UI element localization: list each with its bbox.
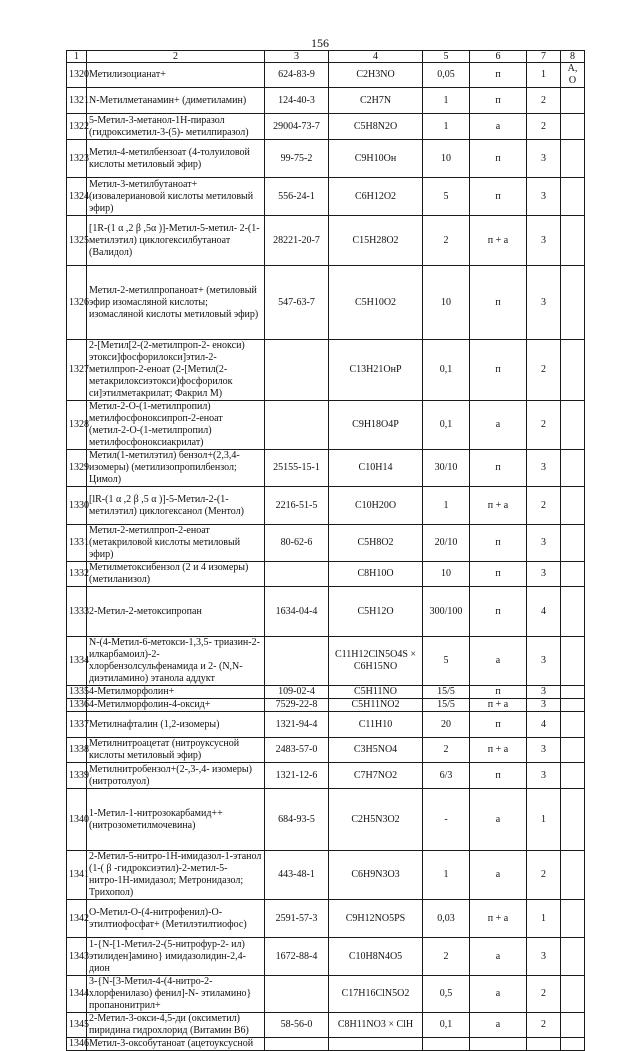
aggregate-state: п: [470, 88, 527, 114]
table-row: [67, 88, 585, 114]
chemical-formula: C9H12NO5PS: [329, 900, 423, 938]
chemical-formula: C8H10O: [329, 562, 423, 587]
row-number: 1336: [67, 699, 87, 712]
chemical-formula: C11H12ClN5O4S × C6H15NO: [329, 637, 423, 686]
aggregate-state: п: [470, 178, 527, 216]
substance-name: N-(4-Метил-6-метокси-1,3,5- триазин-2-илкарбамоил)-2-хлорбензолсульфенамида и 2- (N,N-диэтиламино) этанола аддукт: [87, 637, 265, 686]
hazard-class: 2: [527, 340, 561, 401]
row-number: 1328: [67, 401, 87, 450]
hazard-class: 3: [527, 637, 561, 686]
hazard-class: 3: [527, 140, 561, 178]
row-number: 1330: [67, 487, 87, 525]
cas-number: 1672-88-4: [265, 938, 329, 976]
row-number: 1346: [67, 1038, 87, 1051]
hazard-class: 3: [527, 686, 561, 699]
chemical-formula: C7H7NO2: [329, 763, 423, 789]
notes-cell: [561, 789, 585, 851]
notes-cell: [561, 216, 585, 266]
substance-name: [1R-(1 α ,2 β ,5α )]-Метил-5-метил- 2-(1-метилэтил) циклогексилбутаноат (Валидол): [87, 216, 265, 266]
limit-value: 20: [423, 712, 470, 738]
row-number: 1331: [67, 525, 87, 562]
cas-number: [265, 401, 329, 450]
substance-name: Метилнитроацетат (нитроуксусной кислоты метиловый эфир): [87, 738, 265, 763]
notes-cell: [561, 140, 585, 178]
table-row: [67, 712, 585, 738]
cas-number: 1321-12-6: [265, 763, 329, 789]
substance-name: 5-Метил-3-метанол-1Н-пиразол (гидроксиметил-3-(5)- метилпиразол): [87, 114, 265, 140]
aggregate-state: а: [470, 1013, 527, 1038]
substance-name: Метил-2-метилпроп-2-еноат (метакриловой кислоты метиловый эфир): [87, 525, 265, 562]
chemical-formula: C5H12O: [329, 587, 423, 637]
aggregate-state: а: [470, 789, 527, 851]
notes-cell: [561, 266, 585, 340]
notes-cell: [561, 900, 585, 938]
notes-cell: [561, 637, 585, 686]
substance-name: 1-Метил-1-нитрозокарбамид++ (нитрозометилмочевина): [87, 789, 265, 851]
row-number: 1345: [67, 1013, 87, 1038]
substance-name: Метил(1-метилэтил) бензол+(2,3,4-изомеры) (метилизопропилбензол; Цимол): [87, 450, 265, 487]
cas-number: [265, 637, 329, 686]
substance-name: Метил-2-метилпропаноат+ (метиловый эфир изомасляной кислоты; изомасляной кислоты метиловый эфир): [87, 266, 265, 340]
limit-value: 10: [423, 266, 470, 340]
notes-cell: [561, 938, 585, 976]
row-number: 1333: [67, 587, 87, 637]
notes-cell: [561, 401, 585, 450]
limit-value: 1: [423, 114, 470, 140]
row-number: 1320: [67, 63, 87, 88]
table-row: [67, 340, 585, 401]
hazard-class: 3: [527, 938, 561, 976]
hazard-class: 2: [527, 88, 561, 114]
notes-cell: [561, 88, 585, 114]
cas-number: 80-62-6: [265, 525, 329, 562]
limit-value: 0,1: [423, 1013, 470, 1038]
row-number: 1325: [67, 216, 87, 266]
cas-number: [265, 340, 329, 401]
substance-name: Метил-4-метилбензоат (4-толуиловой кислоты метиловый эфир): [87, 140, 265, 178]
chemical-formula: C17H16ClN5O2: [329, 976, 423, 1013]
row-number: 1339: [67, 763, 87, 789]
aggregate-state: а: [470, 401, 527, 450]
limit-value: -: [423, 789, 470, 851]
limit-value: 0,1: [423, 340, 470, 401]
aggregate-state: п + а: [470, 900, 527, 938]
cas-number: 1321-94-4: [265, 712, 329, 738]
limit-value: 0,5: [423, 976, 470, 1013]
cas-number: 25155-15-1: [265, 450, 329, 487]
table-row: [67, 216, 585, 266]
limit-value: 0,03: [423, 900, 470, 938]
limit-value: 20/10: [423, 525, 470, 562]
cas-number: 99-75-2: [265, 140, 329, 178]
limit-value: 5: [423, 178, 470, 216]
column-header: 6: [470, 51, 527, 63]
hazard-class: 3: [527, 266, 561, 340]
chemical-formula: C5H8N2O: [329, 114, 423, 140]
column-header: 1: [67, 51, 87, 63]
column-header: 5: [423, 51, 470, 63]
notes-cell: [561, 587, 585, 637]
limit-value: 30/10: [423, 450, 470, 487]
notes-cell: [561, 699, 585, 712]
header-row: [67, 51, 585, 63]
limit-value: [423, 1038, 470, 1051]
limit-value: 6/3: [423, 763, 470, 789]
cas-number: 2591-57-3: [265, 900, 329, 938]
row-number: 1334: [67, 637, 87, 686]
hazard-class: 3: [527, 699, 561, 712]
notes-cell: А, О: [561, 63, 585, 88]
aggregate-state: п: [470, 686, 527, 699]
row-number: 1338: [67, 738, 87, 763]
aggregate-state: а: [470, 637, 527, 686]
limit-value: 10: [423, 562, 470, 587]
table-row: [67, 1038, 585, 1051]
aggregate-state: п: [470, 450, 527, 487]
aggregate-state: а: [470, 851, 527, 900]
aggregate-state: п: [470, 63, 527, 88]
column-header: 8: [561, 51, 585, 63]
cas-number: 556-24-1: [265, 178, 329, 216]
limit-value: 10: [423, 140, 470, 178]
hazard-class: 1: [527, 789, 561, 851]
substance-name: 4-Метилморфолин+: [87, 686, 265, 699]
chemical-formula: C10H8N4O5: [329, 938, 423, 976]
hazard-class: 4: [527, 712, 561, 738]
chemical-formula: C3H5NO4: [329, 738, 423, 763]
table-row: [67, 487, 585, 525]
limit-value: 15/5: [423, 699, 470, 712]
substance-name: Метил-3-метилбутаноат+ (изовалериановой кислоты метиловый эфир): [87, 178, 265, 216]
limit-value: 5: [423, 637, 470, 686]
substance-name: О-Метил-О-(4-нитрофенил)-О-этилтиофосфат+ (Метилэтилтиофос): [87, 900, 265, 938]
chemical-formula: C15H28O2: [329, 216, 423, 266]
table-row: [67, 686, 585, 699]
aggregate-state: п + а: [470, 487, 527, 525]
cas-number: 28221-20-7: [265, 216, 329, 266]
row-number: 1321: [67, 88, 87, 114]
hazard-class: [527, 1038, 561, 1051]
table-row: [67, 63, 585, 88]
aggregate-state: п: [470, 562, 527, 587]
cas-number: 684-93-5: [265, 789, 329, 851]
table-row: [67, 637, 585, 686]
column-header: 2: [87, 51, 265, 63]
table-row: [67, 851, 585, 900]
row-number: 1327: [67, 340, 87, 401]
aggregate-state: п: [470, 712, 527, 738]
aggregate-state: п: [470, 340, 527, 401]
table-row: [67, 266, 585, 340]
row-number: 1335: [67, 686, 87, 699]
hazard-class: 2: [527, 401, 561, 450]
hazard-class: 4: [527, 587, 561, 637]
substance-name: Метилизоцианат+: [87, 63, 265, 88]
substances-table: [66, 50, 585, 1051]
substance-name: [lR-(1 α ,2 β ,5 α )]-5-Метил-2-(1-метилэтил) циклогексанол (Ментол): [87, 487, 265, 525]
table-row: [67, 789, 585, 851]
notes-cell: [561, 340, 585, 401]
hazard-class: 1: [527, 63, 561, 88]
column-header: 4: [329, 51, 423, 63]
chemical-formula: C5H11NO: [329, 686, 423, 699]
substance-name: 2-[Метил[2-(2-метилпроп-2- енокси) этокси]фосфорилокси]этил-2- метилпроп-2-еноат (2-[Метил(2- метакрилоксиэтокси)фосфорилок си]этилметакрилат; Факрил М): [87, 340, 265, 401]
cas-number: [265, 1038, 329, 1051]
hazard-class: 3: [527, 178, 561, 216]
row-number: 1342: [67, 900, 87, 938]
notes-cell: [561, 487, 585, 525]
row-number: 1341: [67, 851, 87, 900]
substance-name: 3-{N-[3-Метил-4-(4-нитро-2- хлорфенилазо) фенил]-N- этиламино} пропанонитрил+: [87, 976, 265, 1013]
chemical-formula: C10H14: [329, 450, 423, 487]
substance-name: 2-Метил-2-метоксипропан: [87, 587, 265, 637]
chemical-formula: C9H10Oн: [329, 140, 423, 178]
page-number: 156: [311, 36, 329, 50]
table-row: [67, 140, 585, 178]
cas-number: 547-63-7: [265, 266, 329, 340]
limit-value: 2: [423, 938, 470, 976]
chemical-formula: C11H10: [329, 712, 423, 738]
substance-name: 2-Метил-3-окси-4,5-ди (оксиметил) пиридина гидрохлорид (Витамин В6): [87, 1013, 265, 1038]
row-number: 1344: [67, 976, 87, 1013]
notes-cell: [561, 851, 585, 900]
notes-cell: [561, 562, 585, 587]
substance-name: 4-Метилморфолин-4-оксид+: [87, 699, 265, 712]
aggregate-state: п + а: [470, 216, 527, 266]
substance-name: 2-Метил-5-нитро-1Н-имидазол-1-этанол (1-( β -гидроксиэтил)-2-метил-5- нитро-1Н-имидазол; Метронидазол; Трихопол): [87, 851, 265, 900]
hazard-class: 2: [527, 976, 561, 1013]
substance-name: Метилнафталин (1,2-изомеры): [87, 712, 265, 738]
notes-cell: [561, 450, 585, 487]
cas-number: 443-48-1: [265, 851, 329, 900]
cas-number: 1634-04-4: [265, 587, 329, 637]
hazard-class: 1: [527, 900, 561, 938]
row-number: 1340: [67, 789, 87, 851]
aggregate-state: п + а: [470, 738, 527, 763]
aggregate-state: а: [470, 976, 527, 1013]
aggregate-state: п: [470, 525, 527, 562]
chemical-formula: C6H12O2: [329, 178, 423, 216]
hazard-class: 3: [527, 738, 561, 763]
table-row: [67, 587, 585, 637]
cas-number: [265, 976, 329, 1013]
substance-name: Метил-3-оксобутаноат (ацетоуксусной: [87, 1038, 265, 1051]
notes-cell: [561, 525, 585, 562]
table-row: [67, 401, 585, 450]
cas-number: 2216-51-5: [265, 487, 329, 525]
aggregate-state: п: [470, 587, 527, 637]
table-row: [67, 1013, 585, 1038]
chemical-formula: C2H7N: [329, 88, 423, 114]
substance-name: 1-{N-[1-Метил-2-(5-нитрофур-2- ил) этилиден]амино} имидазолидин-2,4-дион: [87, 938, 265, 976]
chemical-formula: [329, 1038, 423, 1051]
hazard-class: 2: [527, 114, 561, 140]
substance-name: Метилметоксибензол (2 и 4 изомеры) (метиланизол): [87, 562, 265, 587]
notes-cell: [561, 976, 585, 1013]
table-row: [67, 699, 585, 712]
table-row: [67, 763, 585, 789]
chemical-formula: C10H20O: [329, 487, 423, 525]
limit-value: 300/100: [423, 587, 470, 637]
chemical-formula: C5H11NO2: [329, 699, 423, 712]
cas-number: [265, 562, 329, 587]
table-row: [67, 450, 585, 487]
limit-value: 2: [423, 738, 470, 763]
table-row: [67, 562, 585, 587]
table-row: [67, 938, 585, 976]
column-header: 7: [527, 51, 561, 63]
notes-cell: [561, 763, 585, 789]
aggregate-state: а: [470, 938, 527, 976]
notes-cell: [561, 114, 585, 140]
aggregate-state: п: [470, 266, 527, 340]
chemical-formula: C2H3NO: [329, 63, 423, 88]
table-row: [67, 178, 585, 216]
substance-name: Метил-2-О-(1-метилпропил) метилфосфоноксипроп-2-еноат (метил-2-О-(1-метилпропил) метилфосфоноксиакрилат): [87, 401, 265, 450]
limit-value: 1: [423, 487, 470, 525]
table-row: [67, 900, 585, 938]
row-number: 1323: [67, 140, 87, 178]
hazard-class: 3: [527, 562, 561, 587]
cas-number: 58-56-0: [265, 1013, 329, 1038]
cas-number: 29004-73-7: [265, 114, 329, 140]
hazard-class: 2: [527, 487, 561, 525]
chemical-formula: C2H5N3O2: [329, 789, 423, 851]
row-number: 1337: [67, 712, 87, 738]
aggregate-state: п: [470, 763, 527, 789]
limit-value: 0,1: [423, 401, 470, 450]
cas-number: 2483-57-0: [265, 738, 329, 763]
limit-value: 2: [423, 216, 470, 266]
notes-cell: [561, 1038, 585, 1051]
row-number: 1343: [67, 938, 87, 976]
aggregate-state: п: [470, 140, 527, 178]
cas-number: 7529-22-8: [265, 699, 329, 712]
notes-cell: [561, 712, 585, 738]
row-number: 1332: [67, 562, 87, 587]
row-number: 1324: [67, 178, 87, 216]
hazard-class: 3: [527, 450, 561, 487]
cas-number: 109-02-4: [265, 686, 329, 699]
chemical-formula: C9H18O4P: [329, 401, 423, 450]
limit-value: 1: [423, 851, 470, 900]
table-row: [67, 525, 585, 562]
table-row: [67, 976, 585, 1013]
cas-number: 624-83-9: [265, 63, 329, 88]
hazard-class: 2: [527, 1013, 561, 1038]
chemical-formula: C6H9N3O3: [329, 851, 423, 900]
hazard-class: 3: [527, 525, 561, 562]
limit-value: 15/5: [423, 686, 470, 699]
notes-cell: [561, 1013, 585, 1038]
notes-cell: [561, 178, 585, 216]
hazard-class: 2: [527, 851, 561, 900]
chemical-formula: C5H10O2: [329, 266, 423, 340]
notes-cell: [561, 738, 585, 763]
aggregate-state: п + а: [470, 699, 527, 712]
notes-cell: [561, 686, 585, 699]
column-header: 3: [265, 51, 329, 63]
table-row: [67, 738, 585, 763]
hazard-class: 3: [527, 216, 561, 266]
aggregate-state: [470, 1038, 527, 1051]
chemical-formula: C13H21OнP: [329, 340, 423, 401]
substance-name: N-Метилметанамин+ (диметиламин): [87, 88, 265, 114]
table-row: [67, 114, 585, 140]
chemical-formula: C8H11NO3 × ClH: [329, 1013, 423, 1038]
chemical-formula: C5H8O2: [329, 525, 423, 562]
hazard-class: 3: [527, 763, 561, 789]
limit-value: 1: [423, 88, 470, 114]
aggregate-state: а: [470, 114, 527, 140]
row-number: 1322: [67, 114, 87, 140]
limit-value: 0,05: [423, 63, 470, 88]
cas-number: 124-40-3: [265, 88, 329, 114]
row-number: 1329: [67, 450, 87, 487]
row-number: 1326: [67, 266, 87, 340]
substance-name: Метилнитробензол+(2-,3-,4- изомеры) (нитротолуол): [87, 763, 265, 789]
